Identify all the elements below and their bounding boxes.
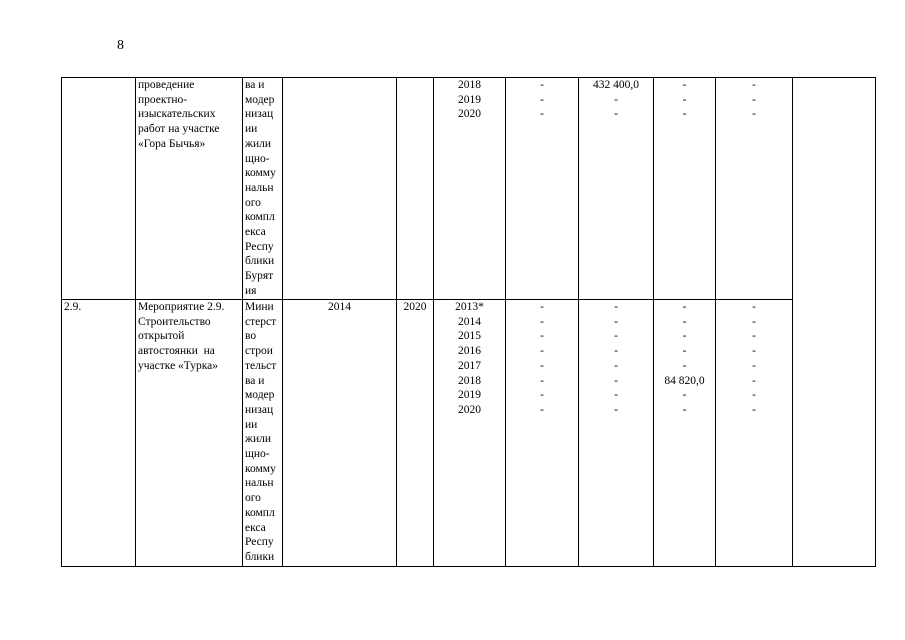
cell-value-1: - - - - - - - - [540, 301, 544, 416]
cell-event-name: проведение проектно- изыскательских работ на участке «Гора Бычья» [138, 79, 220, 150]
cell-number: 2.9. [64, 301, 82, 313]
col-border [282, 77, 283, 567]
cell-executor: ва и модер низац ии жили щно- комму нальн ого компл екса Респу блики Бурят ия [245, 79, 276, 297]
col-border [396, 77, 397, 567]
cell-value-1: - - - [540, 79, 544, 121]
cell-value-2: 432 400,0 - - [593, 79, 639, 121]
cell-value-2: - - - - - - - - [614, 301, 618, 416]
cell-start-year: 2014 [328, 301, 351, 313]
col-border [61, 77, 62, 567]
page-number: 8 [117, 38, 124, 53]
cell-end-year: 2020 [403, 301, 427, 313]
cell-years: 2013* 2014 2015 2016 2017 2018 2019 2020 [455, 301, 484, 416]
col-border [875, 77, 876, 567]
col-border [792, 77, 793, 567]
col-border [242, 77, 243, 567]
cell-executor: Мини стерст во строи тельст ва и модер низац ии жили щно- комму нальн ого компл екса Респу блики [245, 301, 277, 563]
cell-value-4: - - - - - - - - [752, 301, 756, 416]
table-bottom-border [61, 566, 876, 567]
col-border [135, 77, 136, 567]
cell-event-name: Мероприятие 2.9. Строительство открытой автостоянки на участке «Турка» [138, 301, 225, 372]
cell-value-3: - - - - - 84 820,0 - - [664, 301, 705, 416]
cell-years: 2018 2019 2020 [458, 79, 481, 121]
cell-value-4: - - - [752, 79, 756, 121]
cell-value-3: - - - [682, 79, 687, 121]
program-table [61, 77, 876, 567]
